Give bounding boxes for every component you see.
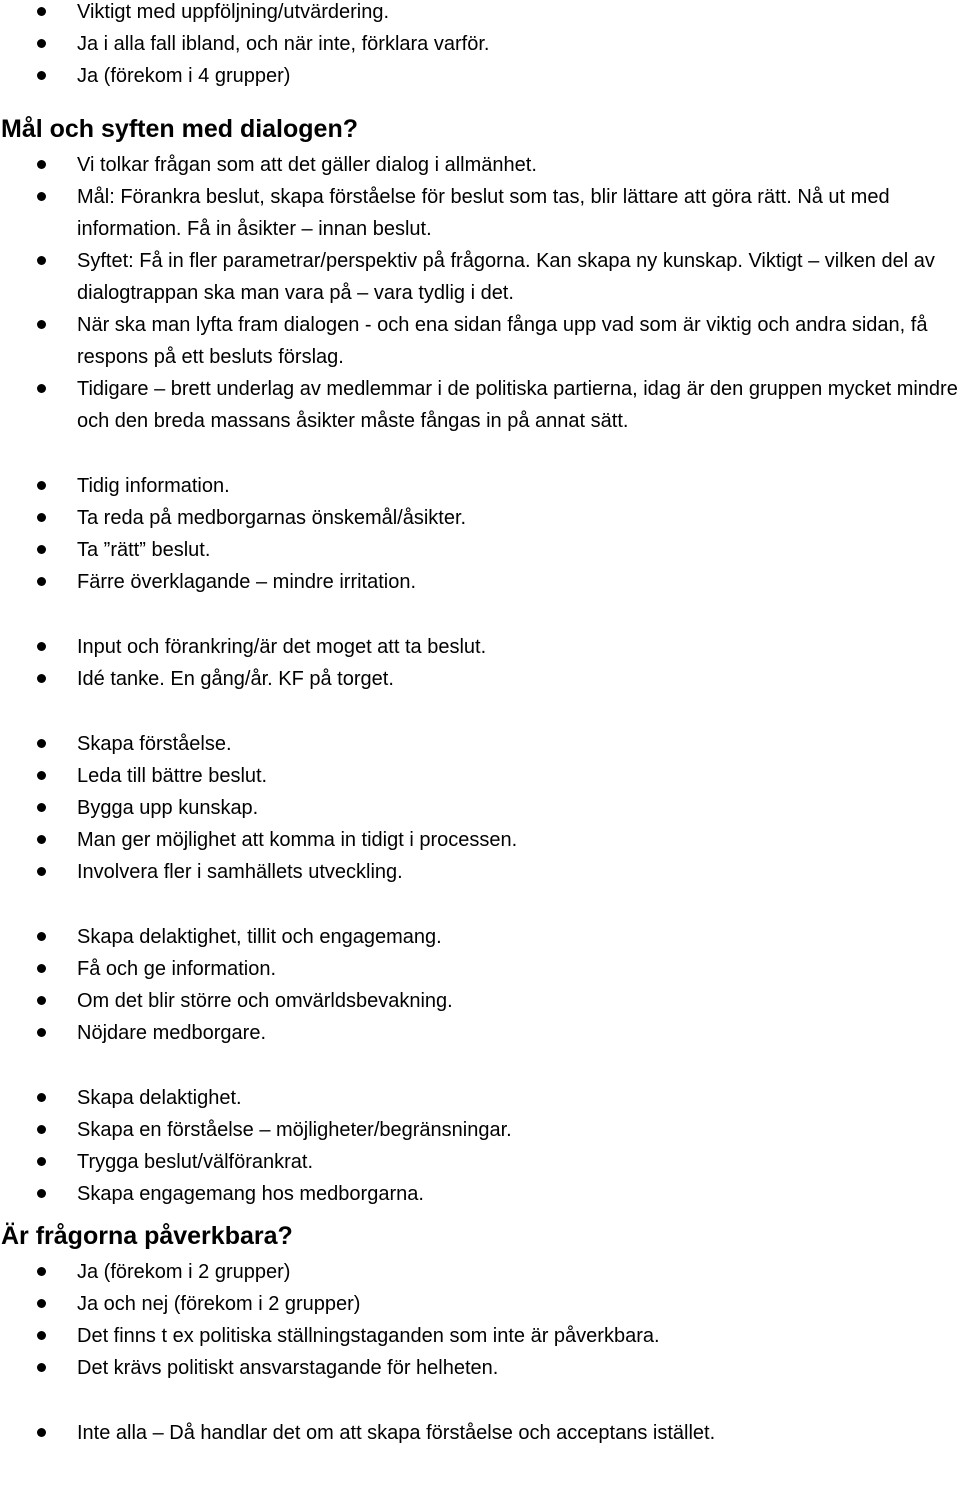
goals-list-1 bbox=[0, 149, 960, 437]
goals-list-6 bbox=[0, 1082, 960, 1210]
list-item: Ta ”rätt” beslut. bbox=[0, 534, 960, 566]
list-item: Tidigare – brett underlag av medlemmar i de politiska partierna, idag är den gruppen mycket mindre och den breda massans åsikter måste fångas in på annat sätt. bbox=[0, 373, 960, 437]
list-item: Syftet: Få in fler parametrar/perspektiv på frågorna. Kan skapa ny kunskap. Viktigt – vilken del av dialogtrappan ska man vara på – vara tydlig i det. bbox=[0, 245, 960, 309]
spacer bbox=[0, 888, 960, 921]
goals-list-5 bbox=[0, 921, 960, 1049]
list-item: Ja i alla fall ibland, och när inte, förklara varför. bbox=[0, 28, 960, 60]
spacer bbox=[0, 1049, 960, 1082]
list-item: Ta reda på medborgarnas önskemål/åsikter. bbox=[0, 502, 960, 534]
spacer bbox=[0, 695, 960, 728]
list-item: Om det blir större och omvärldsbevakning. bbox=[0, 985, 960, 1017]
list-item: Input och förankring/är det moget att ta beslut. bbox=[0, 631, 960, 663]
list-item: Idé tanke. En gång/år. KF på torget. bbox=[0, 663, 960, 695]
section-heading-influence: Är frågorna påverkbara? bbox=[1, 1222, 293, 1250]
list-item: När ska man lyfta fram dialogen - och ena sidan fånga upp vad som är viktig och andra sidan, få respons på ett besluts förslag. bbox=[0, 309, 960, 373]
list-item: Färre överklagande – mindre irritation. bbox=[0, 566, 960, 598]
spacer bbox=[0, 437, 960, 470]
list-item: Ja och nej (förekom i 2 grupper) bbox=[0, 1288, 960, 1320]
top-bullet-list bbox=[0, 0, 960, 92]
spacer bbox=[0, 1384, 960, 1417]
list-item: Få och ge information. bbox=[0, 953, 960, 985]
list-item: Bygga upp kunskap. bbox=[0, 792, 960, 824]
list-item: Skapa delaktighet. bbox=[0, 1082, 960, 1114]
influence-list-1 bbox=[0, 1256, 960, 1384]
list-item: Skapa en förståelse – möjligheter/begränsningar. bbox=[0, 1114, 960, 1146]
list-item: Man ger möjlighet att komma in tidigt i processen. bbox=[0, 824, 960, 856]
list-item: Ja (förekom i 4 grupper) bbox=[0, 60, 960, 92]
list-item: Mål: Förankra beslut, skapa förståelse för beslut som tas, blir lättare att göra rätt. Nå ut med information. Få in åsikter – innan beslut. bbox=[0, 181, 960, 245]
goals-list-2 bbox=[0, 470, 960, 598]
list-item: Leda till bättre beslut. bbox=[0, 760, 960, 792]
list-item: Skapa delaktighet, tillit och engagemang. bbox=[0, 921, 960, 953]
list-item: Det krävs politiskt ansvarstagande för helheten. bbox=[0, 1352, 960, 1384]
section-heading-goals: Mål och syften med dialogen? bbox=[1, 115, 358, 143]
list-item: Vi tolkar frågan som att det gäller dialog i allmänhet. bbox=[0, 149, 960, 181]
list-item: Det finns t ex politiska ställningstaganden som inte är påverkbara. bbox=[0, 1320, 960, 1352]
list-item: Ja (förekom i 2 grupper) bbox=[0, 1256, 960, 1288]
list-item: Skapa förståelse. bbox=[0, 728, 960, 760]
spacer bbox=[0, 598, 960, 631]
goals-list-3 bbox=[0, 631, 960, 695]
list-item: Skapa engagemang hos medborgarna. bbox=[0, 1178, 960, 1210]
list-item: Involvera fler i samhällets utveckling. bbox=[0, 856, 960, 888]
goals-list-4 bbox=[0, 728, 960, 888]
list-item: Inte alla – Då handlar det om att skapa förståelse och acceptans istället. bbox=[0, 1417, 960, 1449]
list-item: Viktigt med uppföljning/utvärdering. bbox=[0, 0, 960, 28]
list-item: Nöjdare medborgare. bbox=[0, 1017, 960, 1049]
list-item: Trygga beslut/välförankrat. bbox=[0, 1146, 960, 1178]
influence-list-2 bbox=[0, 1417, 960, 1449]
list-item: Tidig information. bbox=[0, 470, 960, 502]
